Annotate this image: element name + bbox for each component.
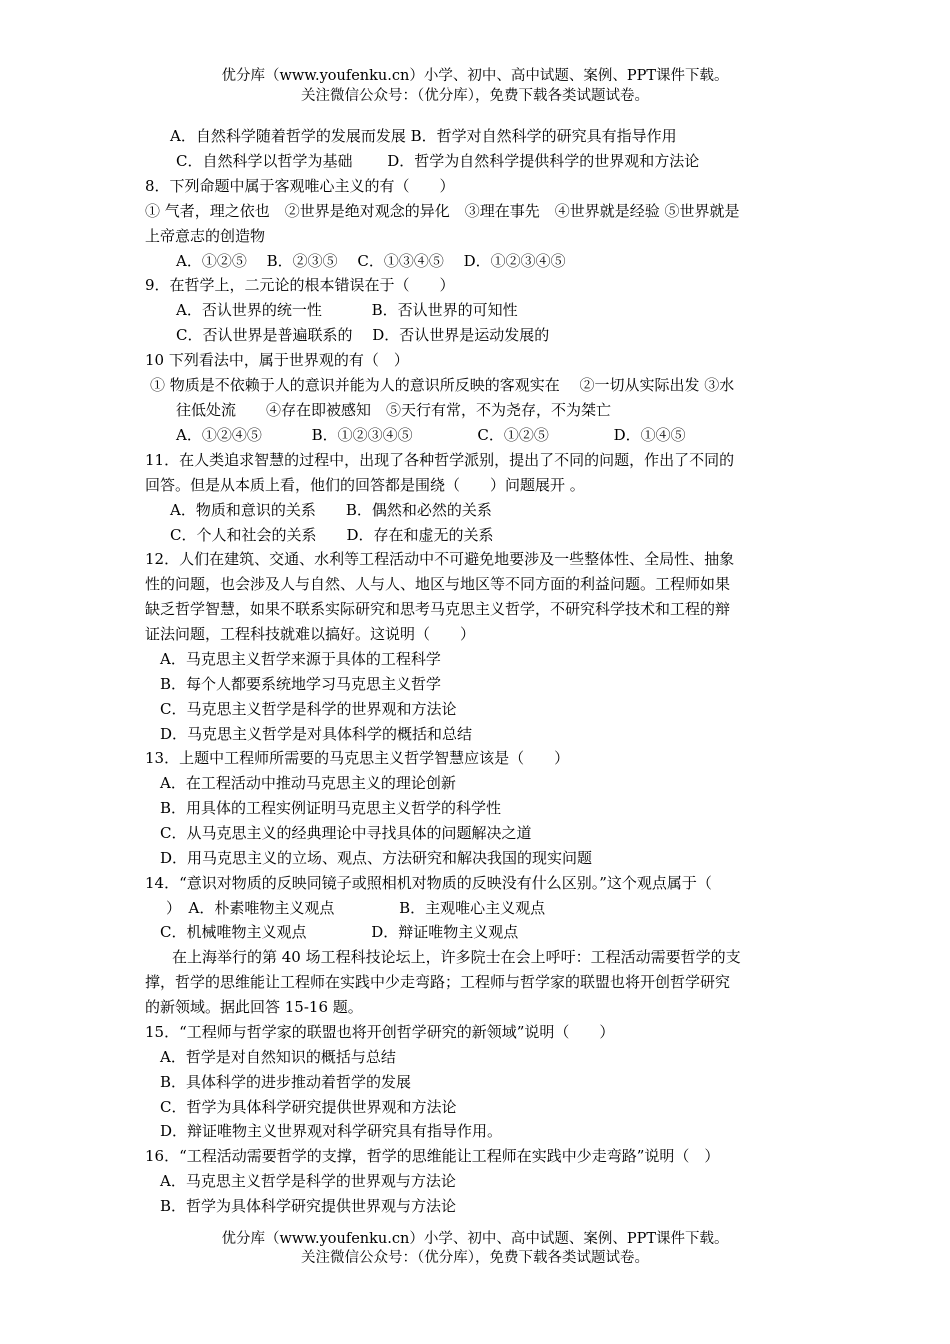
option-line: C．否认世界是普遍联系的 D．否认世界是运动发展的 [176,326,550,344]
option-line: A．①②⑤ B．②③⑤ C．①③④⑤ D．①②③④⑤ [176,252,566,270]
question-16: 16．“工程活动需要哲学的支撑，哲学的思维能让工程师在实践中少走弯路”说明（ ） [145,1147,720,1165]
option-line: B．哲学为具体科学研究提供世界观与方法论 [160,1197,457,1215]
option-line: C．自然科学以哲学为基础 D．哲学为自然科学提供科学的世界观和方法论 [176,152,700,170]
question-text: 上帝意志的创造物 [145,227,266,245]
option-line: A．马克思主义哲学是科学的世界观与方法论 [160,1172,456,1190]
option-line: ） A．朴素唯物主义观点 B．主观唯心主义观点 [166,899,546,917]
question-text: 缺乏哲学智慧，如果不联系实际研究和思考马克思主义哲学，不研究科学技术和工程的辩 [145,600,731,618]
footer-line-2: 关注微信公众号：（优分库），免费下载各类试题试卷。 [301,1250,649,1266]
option-line: D．用马克思主义的立场、观点、方法研究和解决我国的现实问题 [160,849,593,867]
option-line: A．在工程活动中推动马克思主义的理论创新 [160,774,456,792]
option-line: B．每个人都要系统地学习马克思主义哲学 [160,675,442,693]
question-text: 证法问题，工程科技就难以搞好。这说明（ ） [145,625,476,643]
question-9: 9．在哲学上，二元论的根本错误在于（ ） [145,276,455,294]
footer-line-1: 优分库（www.youfenku.cn）小学、初中、高中试题、案例、PPT课件下载。 [221,1231,729,1247]
option-line: D．辩证唯物主义世界观对科学研究具有指导作用。 [160,1122,503,1140]
passage-text: 在上海举行的第 40 场工程科技论坛上，许多院士在会上呼吁：工程活动需要哲学的支 [172,948,741,966]
option-line: C．从马克思主义的经典理论中寻找具体的问题解决之道 [160,824,532,842]
question-text: 回答。但是从本质上看，他们的回答都是围绕（ ）问题展开 。 [145,476,585,494]
question-8: 8．下列命题中属于客观唯心主义的有（ ） [145,177,455,195]
question-text: 往低处流 ④存在即被感知 ⑤天行有常，不为尧存，不为桀亡 [176,401,612,419]
question-12: 12．人们在建筑、交通、水利等工程活动中不可避免地要涉及一些整体性、全局性、抽象 [145,550,735,568]
header-line-1: 优分库（www.youfenku.cn）小学、初中、高中试题、案例、PPT课件下载。 [221,68,729,84]
option-line: A．物质和意识的关系 B．偶然和必然的关系 [170,501,492,519]
header-line-2: 关注微信公众号：（优分库），免费下载各类试题试卷。 [301,88,649,104]
option-line: D．马克思主义哲学是对具体科学的概括和总结 [160,725,473,743]
passage-text: 撑，哲学的思维能让工程师在实践中少走弯路；工程师与哲学家的联盟也将开创哲学研究 [145,973,731,991]
option-line: C．马克思主义哲学是科学的世界观和方法论 [160,700,457,718]
option-line: A．马克思主义哲学来源于具体的工程科学 [160,650,441,668]
option-line: C．哲学为具体科学研究提供世界观和方法论 [160,1098,457,1116]
question-10: 10 下列看法中，属于世界观的有（ ） [145,351,409,369]
option-line: A．自然科学随着哲学的发展而发展 B．哲学对自然科学的研究具有指导作用 [170,127,677,145]
question-15: 15．“工程师与哲学家的联盟也将开创哲学研究的新领域”说明（ ） [145,1023,615,1041]
question-13: 13．上题中工程师所需要的马克思主义哲学智慧应该是（ ） [145,749,570,767]
passage-text: 的新领域。据此回答 15-16 题。 [145,998,363,1016]
option-line: B．用具体的工程实例证明马克思主义哲学的科学性 [160,799,502,817]
option-line: A．①②④⑤ B．①②③④⑤ C．①②⑤ D．①④⑤ [176,426,686,444]
option-line: B．具体科学的进步推动着哲学的发展 [160,1073,412,1091]
question-14: 14．“意识对物质的反映同镜子或照相机对物质的反映没有什么区别。”这个观点属于（ [145,874,712,892]
question-text: ① 物质是不依赖于人的意识并能为人的意识所反映的客观实在 ②一切从实际出发 ③水 [150,376,735,394]
option-line: C．个人和社会的关系 D．存在和虚无的关系 [170,526,494,544]
question-text: 性的问题，也会涉及人与自然、人与人、地区与地区等不同方面的利益问题。工程师如果 [145,575,731,593]
option-line: C．机械唯物主义观点 D．辩证唯物主义观点 [160,923,519,941]
option-line: A．否认世界的统一性 B．否认世界的可知性 [176,301,518,319]
question-11: 11．在人类追求智慧的过程中，出现了各种哲学派别，提出了不同的问题，作出了不同的 [145,451,735,469]
option-line: A．哲学是对自然知识的概括与总结 [160,1048,396,1066]
question-text: ① 气者，理之依也 ②世界是绝对观念的异化 ③理在事先 ④世界就是经验 ⑤世界就是 [145,202,740,220]
